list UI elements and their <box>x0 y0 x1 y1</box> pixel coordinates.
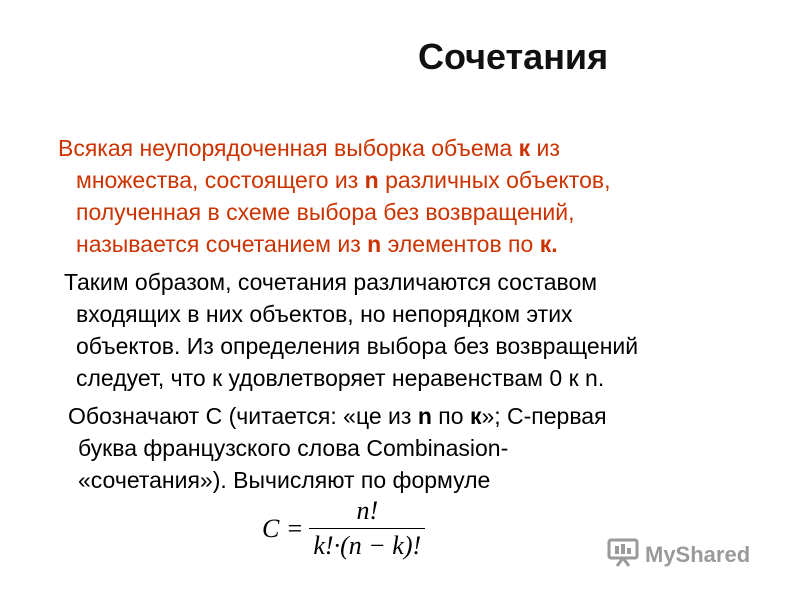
definition-line-3: полученная в схеме выбора без возвращений, <box>76 199 575 225</box>
notation-line-2: буква французского слова Combinasion- <box>78 435 509 461</box>
myshared-logo[interactable] <box>607 537 750 572</box>
formula-fraction <box>309 496 425 561</box>
explanation-line-1: Таким образом, сочетания различаются составом <box>64 269 598 295</box>
formula-denominator: k!·(n − k)! <box>309 528 425 561</box>
formula-numerator: n! <box>356 496 379 525</box>
explanation-line-2: входящих в них объектов, но непорядком этих <box>76 301 573 327</box>
explanation-paragraph <box>64 266 638 394</box>
explanation-line-4: следует, что к удовлетворяет неравенствам 0 к n. <box>76 365 605 391</box>
formula-lhs: C = <box>262 513 304 543</box>
notation-paragraph <box>68 400 607 496</box>
definition-paragraph <box>58 132 610 260</box>
definition-line-1: Всякая неупорядоченная выборка объема к из <box>58 135 560 161</box>
notation-line-1: Обозначают С (читается: «це из n по к»; С-первая <box>68 403 607 429</box>
definition-line-2: множества, состоящего из n различных объектов, <box>76 167 611 193</box>
definition-line-4: называется сочетанием из n элементов по к. <box>76 231 558 257</box>
explanation-line-3: объектов. Из определения выбора без возвращений <box>76 333 639 359</box>
slide-title: Сочетания <box>418 36 609 77</box>
logo-text: MyShared <box>645 541 751 567</box>
notation-line-3: «сочетания»). Вычисляют по формуле <box>78 467 491 493</box>
presentation-board-icon <box>607 537 639 572</box>
combinations-formula <box>262 496 425 561</box>
